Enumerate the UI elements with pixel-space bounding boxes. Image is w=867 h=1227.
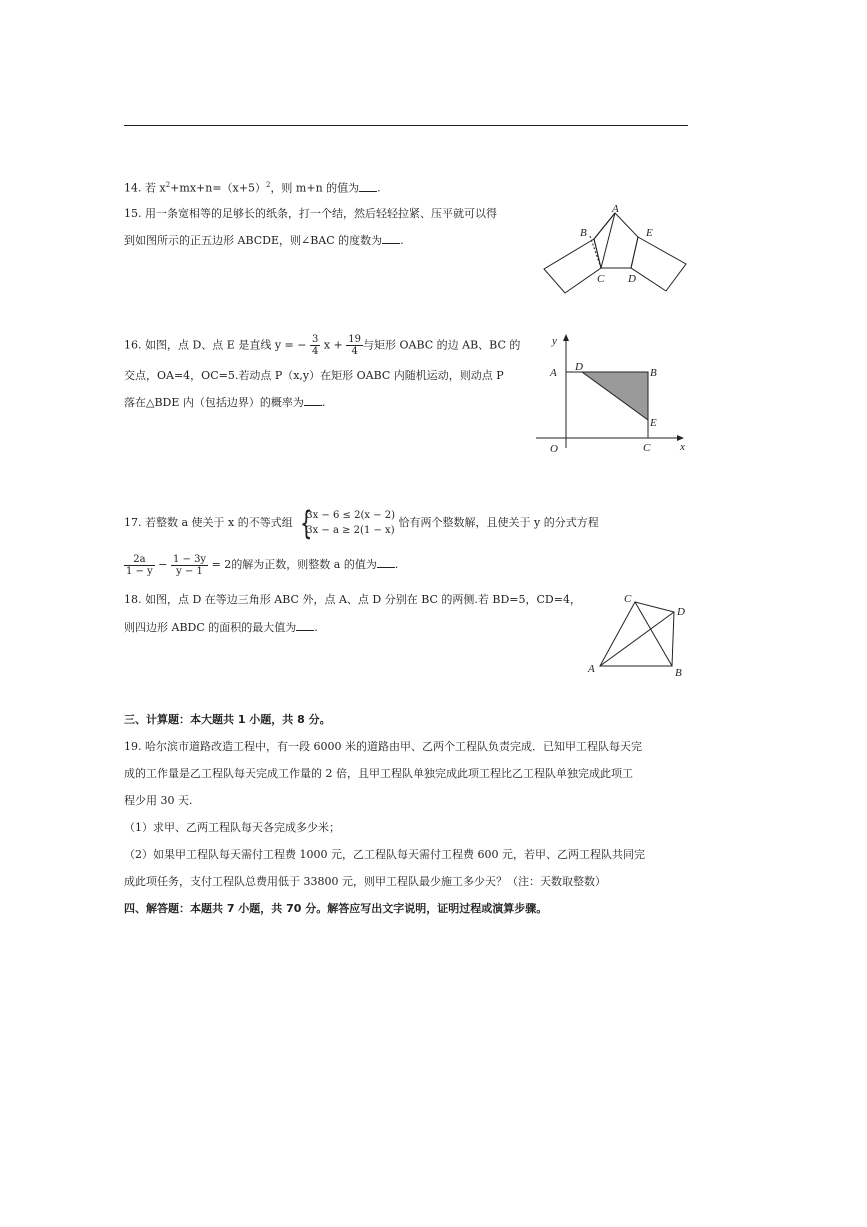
frac-numerator: 19 [348,334,361,345]
answer-blank [359,181,377,192]
answer-blank [377,557,395,568]
pentagon-knot-figure [538,200,693,300]
left-strip [544,239,601,293]
q16-text-a: 16. 如图，点 D、点 E 是直线 y = − [124,338,307,352]
fraction-3-4 [310,334,320,357]
q16-line1 [124,334,520,357]
q18-line1: 18. 如图，点 D 在等边三角形 ABC 外，点 A、点 D 分别在 BC 的两侧.若 BD=5，CD=4， [124,593,581,606]
question-14 [124,177,381,197]
q16-line2: 交点，OA=4，OC=5.若动点 P（x,y）在矩形 OABC 内随机运动，则动点 P [124,369,504,382]
q19-line3: 程少用 30 天. [124,794,193,807]
q19-part2-line1: （2）如果甲工程队每天需付工程费 1000 元，乙工程队每天需付工程费 600 元，若甲、乙两工程队共同完 [124,848,645,861]
q14-text-b: +mx+n=（x+5） [170,181,266,195]
section-3-heading: 三、计算题：本大题共 1 小题，共 8 分。 [124,713,331,726]
fraction-1-3y [171,554,208,577]
inequality-2: 3x − a ≥ 2(1 − x) [306,525,395,536]
q15-line2-text: 到如图所示的正五边形 ABCDE，则∠BAC 的度数为 [124,234,383,247]
q14-end: . [377,181,381,195]
q15-line1: 15. 用一条宽相等的足够长的纸条，打一个结，然后轻轻拉紧、压平就可以得 [124,207,497,220]
q17-text-a: 17. 若整数 a 使关于 x 的不等式组 [124,516,293,529]
label-x: x [680,441,685,453]
frac-numerator: 1 − 3y [172,553,207,565]
inequality-system [296,504,395,542]
label-C: C [624,593,632,605]
q16-line3-text: 落在△BDE 内（包括边界）的概率为 [124,396,304,409]
label-C: C [597,273,605,285]
label-D: D [628,273,636,285]
q17-line2 [124,550,398,580]
frac-denominator: 4 [311,346,319,357]
frac-denominator: 1 − y [126,565,153,577]
q15-end: . [400,234,404,247]
label-B: B [675,667,682,679]
label-B: B [580,227,587,239]
q18-line2-text: 则四边形 ABDC 的面积的最大值为 [124,621,297,634]
fraction-2a [124,554,155,577]
q16-end: . [321,396,326,409]
label-E: E [650,417,657,429]
q14-text-a: 14. 若 x [124,181,166,195]
q18-line2 [124,620,318,636]
brace-icon: { [300,504,313,542]
y-axis-arrow [563,334,569,341]
answer-blank [382,233,400,244]
answer-blank [296,620,314,631]
header-rule [124,125,688,126]
quadrilateral-figure [582,590,692,682]
rectangle-coordinate-figure [530,330,690,458]
q16-line3 [124,395,325,411]
right-strip [631,237,686,291]
label-D: D [575,361,583,373]
q18-end: . [314,621,318,634]
q16-text-b: x + [323,338,343,352]
frac-denominator: y − 1 [176,565,203,577]
minus-sign: − [158,558,168,571]
q17-end: . [394,558,399,571]
q16-text-c: 与矩形 OABC 的边 AB、BC 的 [363,338,521,352]
label-y: y [552,335,557,347]
frac-numerator: 3 [311,334,319,345]
q17-text-c: 的解为正数，则整数 a 的值为 [231,558,377,571]
q19-line2: 成的工作量是乙工程队每天完成工作量的 2 倍，且甲工程队单独完成此项工程比乙工程队单独完成此项工 [124,767,633,780]
fraction-19-4 [346,334,363,357]
label-B: B [650,367,657,379]
label-A: A [612,203,619,215]
frac-denominator: 4 [351,346,358,357]
diagonal-ad [600,612,674,666]
equals-two: = 2 [211,558,232,571]
q14-sup-2: 2 [265,181,271,189]
triangle-abc [600,602,672,666]
q19-part2-line2: 成此项任务，支付工程队总费用低于 33800 元，则甲工程队最少施工多少天？（注：天数取整数） [124,875,606,888]
label-E: E [646,227,653,239]
triangle-bde [582,372,648,420]
label-C: C [643,442,651,454]
label-A: A [550,367,557,379]
answer-blank [304,395,322,406]
q19-line1: 19. 哈尔滨市道路改造工程中，有一段 6000 米的道路由甲、乙两个工程队负责完成．已知甲工程队每天完 [124,740,642,753]
q15-line2 [124,233,404,249]
label-O: O [550,443,558,455]
q17-text-b: 恰有两个整数解，且使关于 y 的分式方程 [398,516,599,529]
q14-sup-1: 2 [165,181,171,189]
label-A: A [588,663,595,675]
q19-part1: （1）求甲、乙两工程队每天各完成多少米； [124,821,340,834]
dashed-bc [590,236,601,268]
label-D: D [677,606,685,618]
q14-text-c: ，则 m+n 的值为 [270,181,360,195]
frac-numerator: 2a [124,554,155,566]
pentagon-shape [594,213,638,268]
section-4-heading: 四、解答题：本题共 7 小题，共 70 分。解答应写出文字说明，证明过程或演算步骤。 [124,902,548,915]
q17-line1 [124,504,599,542]
inequality-1: 3x − 6 ≤ 2(x − 2) [306,510,395,521]
